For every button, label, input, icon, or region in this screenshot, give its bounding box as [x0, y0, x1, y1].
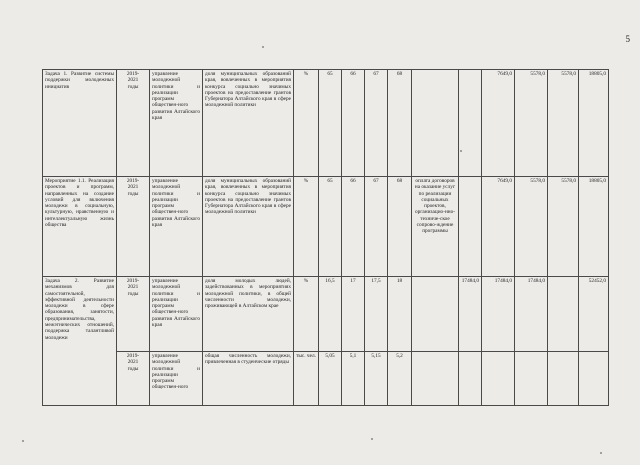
- indicator-cell: доля молодых людей, задействованных в мероприятиях молодежной политики, в общей численности молодежи, проживающей в Алтайском крае: [203, 277, 294, 352]
- finance-cell: 17484,0: [482, 277, 515, 352]
- value-cell: 68: [388, 177, 412, 277]
- finance-cell: [482, 352, 515, 406]
- value-cell: 17,5: [365, 277, 388, 352]
- result-cell: [412, 277, 459, 352]
- period-cell: 2019- 2021 годы: [117, 70, 150, 177]
- executor-cell: управление молодежной политики и реализации программ обществен-ного: [150, 352, 203, 406]
- total-cell: 18805,0: [579, 70, 609, 177]
- finance-cell: [515, 352, 548, 406]
- indicator-cell: общая численность молодежи, привлеченная в студенческие отряды: [203, 352, 294, 406]
- scan-speck: [371, 438, 373, 440]
- value-cell: 17: [342, 277, 365, 352]
- result-cell: [412, 70, 459, 177]
- value-cell: 68: [388, 70, 412, 177]
- executor-cell: управление молодежной политики и реализации программ обществен-ного развития Алтайского края: [150, 70, 203, 177]
- value-cell: 5,15: [365, 352, 388, 406]
- period-cell: 2019- 2021 годы: [117, 277, 150, 352]
- finance-cell: [459, 70, 482, 177]
- value-cell: 67: [365, 177, 388, 277]
- finance-cell: 17484,0: [459, 277, 482, 352]
- scan-speck: [460, 150, 462, 152]
- finance-cell: 5578,0: [548, 70, 579, 177]
- table-row: [43, 177, 609, 277]
- finance-cell: 17484,0: [515, 277, 548, 352]
- task-cell: Задача 2. Развитие механизмов для самостоятельной, эффективной деятельности молодежи в сфере образования, занятости, предпринимательства, межэтнических отношений, поддержка талантливой молодежи: [43, 277, 117, 406]
- table-row: [43, 277, 609, 352]
- scan-speck: [22, 440, 24, 442]
- task-cell: Задача 1. Развитие системы поддержки молодежных инициатив: [43, 70, 117, 177]
- executor-cell: управление молодежной политики и реализации программ обществен-ного развития Алтайского края: [150, 277, 203, 352]
- total-cell: [579, 352, 609, 406]
- executor-cell: управление молодежной политики и реализации программ обществен-ного развития Алтайского края: [150, 177, 203, 277]
- value-cell: 18: [388, 277, 412, 352]
- value-cell: 66: [342, 70, 365, 177]
- unit-cell: %: [294, 277, 319, 352]
- indicator-cell: доля муниципальных образований края, вовлеченных в мероприятия конкурса социально значимых проектов на предоставление грантов Губернатора Алтайского края в сфере молодежной политики: [203, 177, 294, 277]
- value-cell: 66: [342, 177, 365, 277]
- value-cell: 65: [319, 177, 342, 277]
- value-cell: 16,5: [319, 277, 342, 352]
- value-cell: 5,1: [342, 352, 365, 406]
- result-cell: оплата договоров на оказание услуг по реализации социальных проектов, организацио-нно-техниче-ское сопрово-ждение программы: [412, 177, 459, 277]
- unit-cell: %: [294, 177, 319, 277]
- finance-cell: [548, 277, 579, 352]
- total-cell: 52452,0: [579, 277, 609, 352]
- task-cell: Мероприятие 1.1. Реализация проектов и программ, направленных на создание условий для включения молодежи в социальную, культурную, нравственную и интеллектуальную жизнь общества: [43, 177, 117, 277]
- table-row: [43, 70, 609, 177]
- total-cell: 18805,0: [579, 177, 609, 277]
- value-cell: 67: [365, 70, 388, 177]
- period-cell: 2019- 2021 годы: [117, 352, 150, 406]
- period-cell: 2019- 2021 годы: [117, 177, 150, 277]
- finance-cell: 5578,0: [515, 177, 548, 277]
- finance-cell: 7649,0: [482, 70, 515, 177]
- value-cell: 5,2: [388, 352, 412, 406]
- result-cell: [412, 352, 459, 406]
- value-cell: 5,05: [319, 352, 342, 406]
- page-number: 5: [625, 34, 630, 44]
- value-cell: 65: [319, 70, 342, 177]
- unit-cell: %: [294, 70, 319, 177]
- finance-cell: [459, 352, 482, 406]
- scan-speck: [600, 452, 602, 454]
- finance-cell: 5578,0: [515, 70, 548, 177]
- table-row: [43, 352, 609, 406]
- program-table: [42, 69, 609, 406]
- finance-cell: [548, 352, 579, 406]
- finance-cell: 7649,0: [482, 177, 515, 277]
- finance-cell: [459, 177, 482, 277]
- unit-cell: тыс. чел.: [294, 352, 319, 406]
- indicator-cell: доля муниципальных образований края, вовлеченных в мероприятия конкурса социально значимых проектов на предоставление грантов Губернатора Алтайского края в сфере молодежной политики: [203, 70, 294, 177]
- scan-speck: [262, 46, 264, 48]
- finance-cell: 5578,0: [548, 177, 579, 277]
